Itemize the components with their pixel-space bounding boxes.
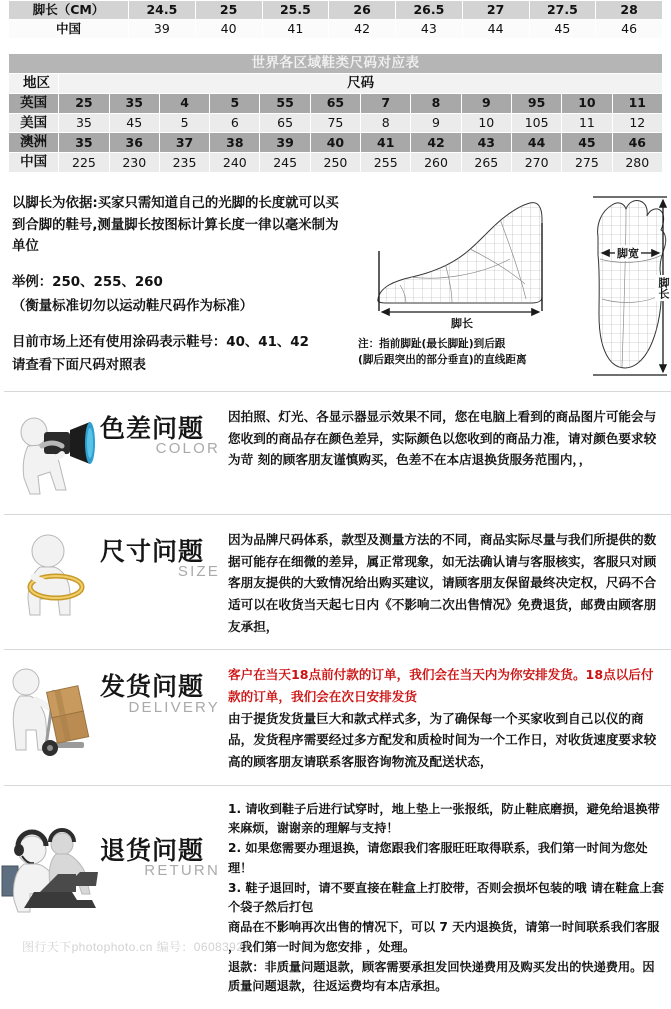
policy-alert-text: 客户在当天18点前付款的订单，我们会在当天内为你安排发货。18点以后付款的订单，我们会在次日安排发货 [228, 667, 654, 704]
policy-paragraph: 因拍照、灯光、各显示器显示效果不同，您在电脑上看到的商品图片可能会与您收到的商品存在颜色差异，实际颜色以您收到的商品力准，请对颜色要求较为苛 刻的顾客朋友谨慎购买，色差不在本店退换货服务范围内，， [228, 408, 657, 468]
table-cell: 9 [411, 113, 461, 133]
foot-note-line-1: 注：指前脚趾(最长脚趾)到后跟 [358, 338, 506, 351]
policy-sections [0, 392, 671, 1009]
measure-note-line-1: 目前市场上还有使用涂码表示鞋号：40、41、42 [12, 334, 309, 350]
table-cell: 39 [260, 133, 310, 153]
table-cell: 4 [159, 93, 209, 113]
world-size-chart-section [0, 39, 671, 173]
table-row [9, 133, 663, 153]
table-cell: 10 [461, 113, 511, 133]
table-cell: 25 [59, 93, 109, 113]
table-cell: 65 [310, 93, 360, 113]
top-table-body [9, 1, 663, 39]
table-cell: 280 [612, 153, 662, 173]
table-cell: 8 [361, 113, 411, 133]
table-cell: 270 [511, 153, 561, 173]
table-cell: 45 [109, 113, 159, 133]
table-cell: 10 [562, 93, 612, 113]
table-cell: 36 [109, 133, 159, 153]
headset-figure-icon [0, 822, 100, 922]
table-cell: 37 [159, 133, 209, 153]
watermark: 图行天下photophoto.cn 编号：06083921 [22, 940, 251, 954]
table-cell: 43 [461, 133, 511, 153]
policy-heading-en: SIZE [177, 563, 220, 581]
policy-heading-cn: 色差问题 [100, 413, 205, 443]
table-cell: 105 [511, 113, 561, 133]
table-cell: 235 [159, 153, 209, 173]
table-cell: 27.5 [529, 1, 596, 20]
table-cell: 42 [329, 20, 396, 39]
policy-heading-cn: 退货问题 [100, 835, 205, 865]
policy-section-delivery [0, 650, 671, 784]
policy-paragraph: 因为品牌尺码体系，款型及测量方法的不同，商品实际尽量与我们所提供的数据可能存在细微的差异，属正常现象，如无法确认请与客服核实，客服只对顾客朋友提供的大致情况给出购买建议，请顾客朋友保留最终决定权，尺码不合适可以在收货当天起七日内《不影响二次出售情况》免费退货，邮费由顾客朋友承担， [228, 531, 657, 634]
foot-side-view [370, 197, 550, 312]
policy-heading-delivery [100, 660, 220, 715]
ring-figure-icon [0, 525, 100, 625]
policy-section-return [0, 786, 671, 1009]
policy-heading-en: DELIVERY [128, 698, 220, 716]
table-cell: 12 [612, 113, 662, 133]
table-cell: 45 [529, 20, 596, 39]
world-table-subheader-row [9, 73, 663, 93]
table-cell: 46 [596, 20, 663, 39]
table-cell: 44 [511, 133, 561, 153]
world-table-title-row [9, 54, 663, 74]
foot-length-size-table [8, 0, 663, 39]
measurement-text-block [0, 189, 350, 391]
row-label: 英国 [9, 93, 59, 113]
foot-measurement-diagram [350, 189, 671, 384]
table-cell: 42 [411, 133, 461, 153]
policy-heading-color [100, 402, 220, 457]
table-cell: 65 [260, 113, 310, 133]
table-cell: 11 [562, 113, 612, 133]
table-cell: 46 [612, 133, 662, 153]
row-label: 美国 [9, 113, 59, 133]
table-cell: 43 [396, 20, 463, 39]
table-row [9, 1, 663, 20]
policy-body-size [220, 525, 671, 637]
policy-paragraph: 3. 鞋子退回时，请不要直接在鞋盒上打胶带，否则会损坏包装的哦 请在鞋盒上套个袋子然后打包 [228, 880, 664, 915]
policy-heading-size [100, 525, 220, 580]
row-label: 中国 [9, 153, 59, 173]
table-cell: 26.5 [396, 1, 463, 20]
table-cell: 44 [462, 20, 529, 39]
policy-paragraph: 2. 如果您需要办理退换，请您跟我们客服旺旺取得联系，我们第一时间为您处理！ [228, 841, 648, 875]
table-cell: 24.5 [129, 1, 196, 20]
table-cell: 35 [59, 133, 109, 153]
world-table-size-header: 尺码 [59, 73, 663, 93]
policy-heading-cn: 发货问题 [100, 672, 205, 702]
table-cell: 245 [260, 153, 310, 173]
table-cell: 40 [195, 20, 262, 39]
policy-paragraph: 1. 请收到鞋子后进行试穿时，地上垫上一张报纸，防止鞋底磨损，避免给退换带来麻烦，谢谢亲的理解与支持！ [228, 801, 660, 836]
policy-body-delivery [220, 660, 671, 772]
measure-example-line-1: 举例：250、255、260 [12, 275, 163, 291]
world-table-body [9, 54, 663, 173]
measure-example-line-2: （衡量标准切勿以运动鞋尺码作为标准） [12, 298, 254, 314]
table-cell: 230 [109, 153, 159, 173]
table-cell: 28 [596, 1, 663, 20]
table-row [9, 20, 663, 39]
table-cell: 45 [562, 133, 612, 153]
table-cell: 75 [310, 113, 360, 133]
policy-heading-cn: 尺寸问题 [100, 536, 205, 566]
table-cell: 8 [411, 93, 461, 113]
foot-length-size-table-section [0, 0, 671, 39]
foot-length-vertical-label: 脚长 [657, 277, 670, 300]
table-cell: 41 [361, 133, 411, 153]
table-cell: 35 [59, 113, 109, 133]
table-cell: 40 [310, 133, 360, 153]
foot-length-dimension-label: 脚长 [451, 317, 473, 331]
table-cell: 260 [411, 153, 461, 173]
foot-width-dimension-label: 脚宽 [617, 247, 639, 261]
policy-heading-en: RETURN [144, 861, 220, 879]
foot-note-line-2: (脚后跟突出的部分垂直)的直线距离 [358, 353, 527, 366]
policy-paragraph: 由于提货发货量巨大和款式样式多，为了确保每一个买家收到自己以仪的商品，发货程序需要经过多方配发和质检时间为一个工作日，对收货速度要求较高的顾客朋友请联系客服咨询物流及配送状态， [228, 710, 657, 769]
table-cell: 7 [361, 93, 411, 113]
table-cell: 5 [159, 113, 209, 133]
policy-body-color [220, 402, 671, 471]
policy-heading-en: COLOR [155, 440, 220, 458]
policy-section-color [0, 392, 671, 514]
policy-body-return [220, 796, 671, 998]
table-cell: 225 [59, 153, 109, 173]
table-cell: 11 [612, 93, 662, 113]
table-cell: 6 [210, 113, 260, 133]
camera-figure-icon [0, 402, 100, 502]
world-table-region-header: 地区 [9, 73, 59, 93]
foot-measurement-note [358, 337, 598, 369]
row-label: 脚长（CM） [9, 1, 129, 20]
policy-paragraph: 商品在不影响再次出售的情况下，可以 7 天内退换货，请第一时间联系我们客服 ，我们第一时间为您安排 ，处理。 [228, 920, 660, 954]
table-row [9, 113, 663, 133]
table-cell: 240 [210, 153, 260, 173]
table-cell: 9 [461, 93, 511, 113]
measure-note-line-2: 请查看下面尺码对照表 [12, 358, 146, 374]
handtruck-figure-icon [0, 660, 100, 760]
policy-heading-return [100, 796, 220, 879]
policy-section-size [0, 515, 671, 649]
table-row [9, 93, 663, 113]
table-cell: 275 [562, 153, 612, 173]
world-table-title: 世界各区域鞋类尺码对应表 [9, 54, 663, 74]
world-size-chart-table [8, 53, 663, 173]
table-cell: 55 [260, 93, 310, 113]
table-cell: 35 [109, 93, 159, 113]
table-cell: 38 [210, 133, 260, 153]
measure-paragraph-1: 以脚长为依据:买家只需知道自己的光脚的长度就可以买到合脚的鞋号,测量脚长按图标计算长度一律以毫米制为单位 [12, 196, 339, 255]
table-cell: 39 [129, 20, 196, 39]
row-label: 澳洲 [9, 133, 59, 153]
table-row [9, 153, 663, 173]
policy-paragraph: 退款：非质量问题退款，顾客需要承担发回快递费用及购买发出的快递费用。因质量问题退款，往返运费均有本店承担。 [228, 959, 655, 994]
row-label: 中国 [9, 20, 129, 39]
table-cell: 27 [462, 1, 529, 20]
table-cell: 255 [361, 153, 411, 173]
table-cell: 25 [195, 1, 262, 20]
measurement-instructions-section [0, 173, 671, 391]
table-cell: 265 [461, 153, 511, 173]
table-cell: 25.5 [262, 1, 329, 20]
table-cell: 26 [329, 1, 396, 20]
table-cell: 5 [210, 93, 260, 113]
table-cell: 41 [262, 20, 329, 39]
table-cell: 250 [310, 153, 360, 173]
table-cell: 95 [511, 93, 561, 113]
